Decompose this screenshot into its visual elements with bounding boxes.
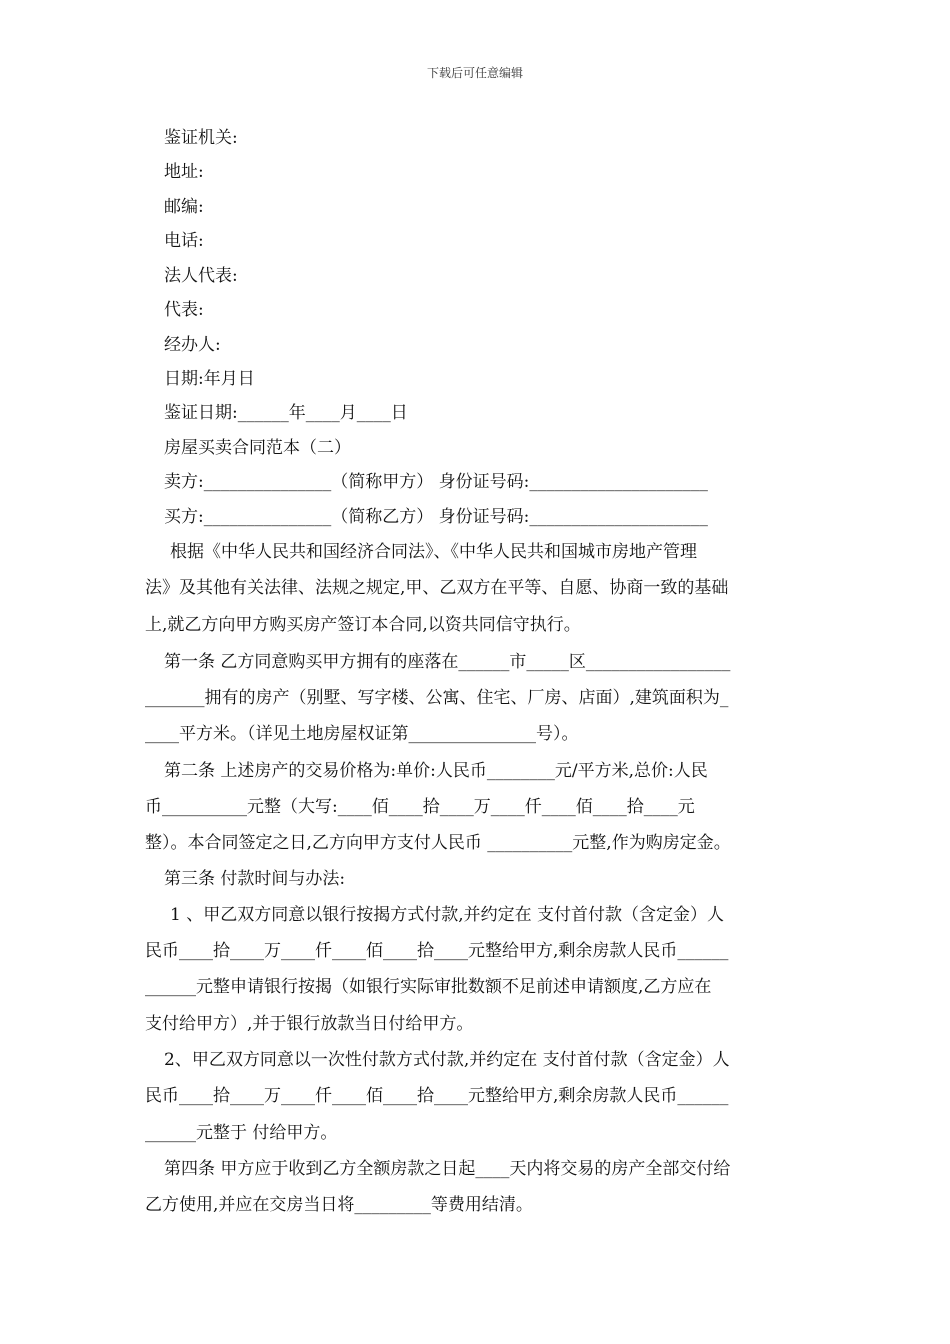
contract-title: 房屋买卖合同范本（二）	[164, 438, 351, 458]
article-4-line: 乙方使用,并应在交房当日将_________等费用结清。	[145, 1195, 533, 1215]
article-1-line: _______拥有的房产（别墅、写字楼、公寓、住宅、厂房、店面）,建筑面积为_	[145, 688, 729, 708]
seller-line: 卖方:_______________（简称甲方） 身份证号码:_____________________	[164, 472, 708, 492]
intro-line: 上,就乙方向甲方购买房产签订本合同,以资共同信守执行。	[145, 615, 581, 635]
buyer-line: 买方:_______________（简称乙方） 身份证号码:_____________________	[164, 507, 708, 527]
clause-2-line: 民币____拾____万____仟____佰____拾____元整给甲方,剩余房款人民币______	[145, 1086, 729, 1106]
field-line: 经办人:	[164, 335, 221, 355]
field-line: 法人代表:	[164, 266, 238, 286]
article-2-line: 第二条 上述房产的交易价格为:单价:人民币________元/平方米,总价:人民	[164, 761, 708, 781]
article-1-line: ____平方米。（详见土地房屋权证第_______________号）。	[145, 724, 579, 744]
page-header-note: 下载后可任意编辑	[426, 66, 523, 80]
field-line: 电话:	[164, 231, 204, 251]
field-line: 鉴证日期:______年____月____日	[164, 403, 408, 423]
field-line: 地址:	[164, 162, 204, 182]
clause-1-line: 支付给甲方）,并于银行放款当日付给甲方。	[145, 1014, 474, 1034]
clause-2-line: ______元整于 付给甲方。	[145, 1123, 338, 1143]
field-line: 邮编:	[164, 197, 204, 217]
intro-line: 法》及其他有关法律、法规之规定,甲、乙双方在平等、自愿、协商一致的基础	[145, 578, 729, 598]
field-line: 代表:	[164, 300, 204, 320]
article-3-title: 第三条 付款时间与办法:	[164, 869, 346, 889]
clause-1-line: ______元整申请银行按揭（如银行实际审批数额不足前述申请额度,乙方应在	[145, 977, 712, 997]
clause-1-line: 民币____拾____万____仟____佰____拾____元整给甲方,剩余房款人民币______	[145, 941, 729, 961]
article-2-line: 币__________元整（大写:____佰____拾____万____仟____佰____拾____元	[145, 797, 695, 817]
article-2-line: 整）。本合同签定之日,乙方向甲方支付人民币 __________元整,作为购房定金。	[145, 833, 731, 853]
clause-2-line: 2、甲乙双方同意以一次性付款方式付款,并约定在 支付首付款（含定金）人	[164, 1050, 730, 1070]
article-4-line: 第四条 甲方应于收到乙方全额房款之日起____天内将交易的房产全部交付给	[164, 1159, 731, 1179]
clause-1-line: 1 、甲乙双方同意以银行按揭方式付款,并约定在 支付首付款（含定金）人	[170, 905, 725, 925]
field-line: 日期:年月日	[164, 369, 255, 389]
intro-line: 根据《中华人民共和国经济合同法》、《中华人民共和国城市房地产管理	[170, 542, 697, 562]
field-line: 鉴证机关:	[164, 128, 238, 148]
article-1-line: 第一条 乙方同意购买甲方拥有的座落在______市_____区_________________	[164, 652, 731, 672]
